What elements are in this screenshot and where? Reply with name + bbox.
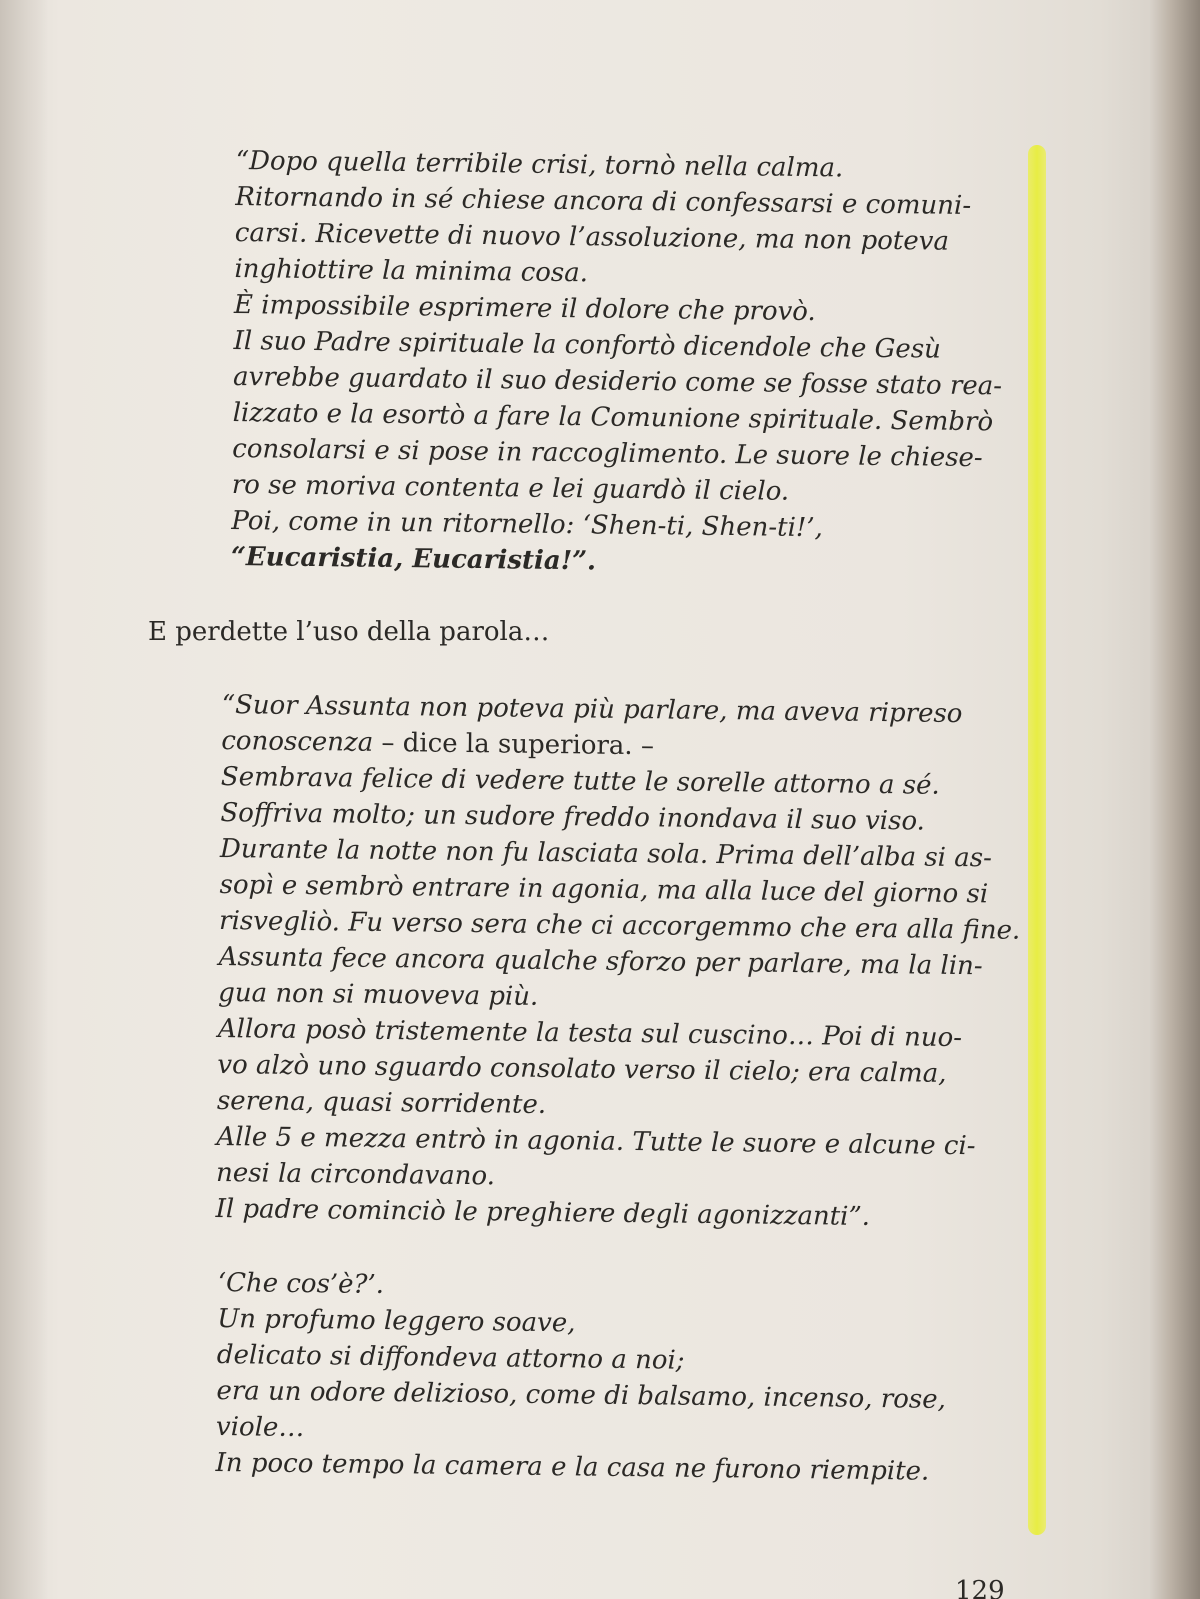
text-line: risvegliò. Fu verso sera che ci accorgemmo che era alla fine.	[218, 905, 1021, 946]
text-line: era un odore delizioso, come di balsamo, incenso, rose,	[216, 1375, 947, 1415]
quote-block-3	[215, 1265, 947, 1490]
text-line: carsi. Ricevette di nuovo l’assoluzione, ma non poteva	[234, 217, 950, 257]
page-edge	[1150, 0, 1200, 1599]
text-line: È impossibile esprimere il dolore che provò.	[233, 289, 816, 328]
page-gutter	[0, 0, 48, 1599]
text-line: nesi la circondavano.	[215, 1157, 496, 1192]
bold-exclamation: “Eucaristia, Eucaristia!”.	[230, 541, 597, 577]
text-line: Durante la notte non fu lasciata sola. Prima dell’alba si as-	[219, 833, 993, 874]
quote-block-2	[215, 687, 1023, 1237]
text-line: Assunta fece ancora qualche sforzo per parlare, ma la lin-	[218, 941, 983, 982]
text-line: viole…	[215, 1411, 305, 1444]
quote-block-1	[231, 143, 1005, 584]
text-line: Sembrava felice di vedere tutte le sorelle attorno a sé.	[220, 761, 940, 801]
text-line: Un profumo leggero soave,	[217, 1303, 576, 1339]
text-line: Soffriva molto; un sudore freddo inondava il suo viso.	[220, 797, 926, 837]
text-line: inghiottire la minima cosa.	[234, 253, 589, 289]
text-line: Allora posò tristemente la testa sul cuscino… Poi di nuo-	[217, 1013, 963, 1054]
text-line: delicato si diffondeva attorno a noi;	[216, 1339, 685, 1376]
text-line: avrebbe guardato il suo desiderio come se fosse stato rea-	[232, 361, 1003, 402]
text-line: Alle 5 e mezza entrò in agonia. Tutte le suore e alcune ci-	[216, 1121, 976, 1162]
text-line: sopì e sembrò entrare in agonia, ma alla luce del giorno si	[219, 869, 989, 910]
text-line: Il suo Padre spirituale la confortò dicendole che Gesù	[233, 325, 942, 365]
highlighter-mark	[1028, 145, 1046, 1535]
text-upright-part: – dice la superiora. –	[373, 727, 655, 762]
text-line: consolarsi e si pose in raccoglimento. Le suore le chiese-	[232, 433, 983, 474]
narration-line: E perdette l’uso della parola…	[148, 617, 550, 647]
text-italic-part: conoscenza	[221, 725, 374, 758]
text-line: lizzato e la esortò a fare la Comunione spirituale. Sembrò	[232, 397, 994, 438]
text-line: Il padre cominciò le preghiere degli agonizzanti”.	[215, 1193, 871, 1232]
text-line: Ritornando in sé chiese ancora di confessarsi e comuni-	[235, 181, 972, 221]
text-line: Poi, come in un ritornello: ‘Shen-ti, Shen-ti!’,	[231, 505, 824, 544]
text-line: “Dopo quella terribile crisi, tornò nella calma.	[235, 145, 844, 184]
text-line: “Suor Assunta non poteva più parlare, ma aveva ripreso	[221, 689, 963, 730]
page-number: 129	[955, 1576, 1005, 1599]
text-line: vo alzò uno sguardo consolato verso il cielo; era calma,	[217, 1049, 947, 1089]
text-line: ro se moriva contenta e lei guardò il cielo.	[231, 469, 790, 507]
text-line: In poco tempo la camera e la casa ne furono riempite.	[215, 1447, 930, 1487]
text-line: gua non si muoveva più.	[218, 977, 539, 1012]
text-line: serena, quasi sorridente.	[216, 1085, 547, 1120]
text-line: ‘Che cos’è?’.	[217, 1267, 385, 1301]
